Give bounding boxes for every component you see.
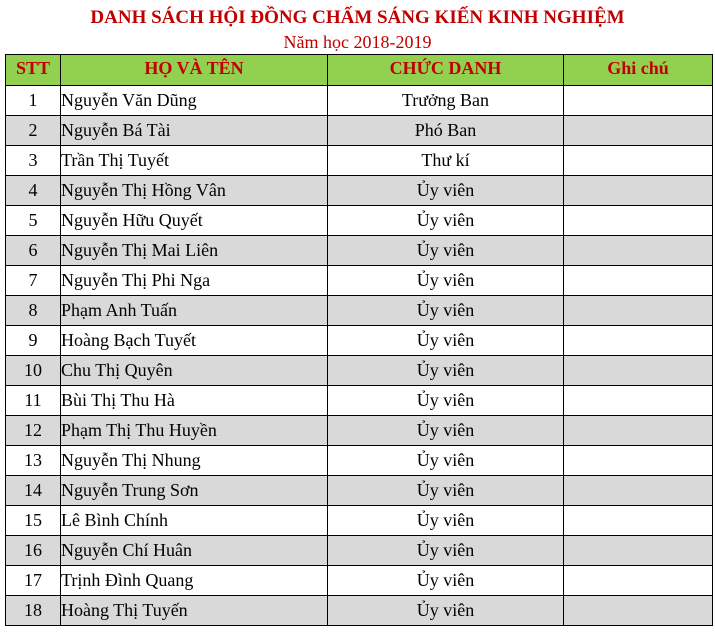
cell-name: Chu Thị Quyên	[61, 356, 328, 386]
cell-stt: 11	[6, 386, 61, 416]
cell-stt: 15	[6, 506, 61, 536]
cell-role: Ủy viên	[328, 446, 564, 476]
cell-note[interactable]	[564, 596, 713, 626]
cell-name: Trần Thị Tuyết	[61, 146, 328, 176]
cell-stt: 9	[6, 326, 61, 356]
cell-stt: 7	[6, 266, 61, 296]
cell-name: Nguyễn Thị Nhung	[61, 446, 328, 476]
cell-note[interactable]	[564, 266, 713, 296]
cell-role: Ủy viên	[328, 326, 564, 356]
cell-role: Ủy viên	[328, 596, 564, 626]
cell-role: Ủy viên	[328, 356, 564, 386]
cell-note[interactable]	[564, 296, 713, 326]
cell-stt: 3	[6, 146, 61, 176]
cell-role: Ủy viên	[328, 566, 564, 596]
cell-role: Phó Ban	[328, 116, 564, 146]
cell-name: Phạm Anh Tuấn	[61, 296, 328, 326]
cell-name: Nguyễn Chí Huân	[61, 536, 328, 566]
cell-stt: 10	[6, 356, 61, 386]
cell-role: Ủy viên	[328, 416, 564, 446]
text-cursor	[712, 91, 713, 111]
table-row	[6, 296, 713, 326]
table-row	[6, 476, 713, 506]
cell-stt: 4	[6, 176, 61, 206]
table-row	[6, 236, 713, 266]
cell-note[interactable]	[564, 236, 713, 266]
header-role: CHỨC DANH	[328, 55, 564, 86]
cell-name: Bùi Thị Thu Hà	[61, 386, 328, 416]
cell-note[interactable]	[564, 176, 713, 206]
cell-role: Ủy viên	[328, 476, 564, 506]
header-name: HỌ VÀ TÊN	[61, 55, 328, 86]
cell-name: Nguyễn Văn Dũng	[61, 86, 328, 116]
cell-stt: 8	[6, 296, 61, 326]
table-row	[6, 356, 713, 386]
cell-name: Nguyễn Thị Phi Nga	[61, 266, 328, 296]
table-row	[6, 446, 713, 476]
cell-stt: 6	[6, 236, 61, 266]
cell-role: Ủy viên	[328, 236, 564, 266]
cell-note[interactable]	[564, 356, 713, 386]
cell-note[interactable]	[564, 86, 713, 116]
table-row	[6, 506, 713, 536]
table-row	[6, 536, 713, 566]
cell-note[interactable]	[564, 206, 713, 236]
cell-stt: 13	[6, 446, 61, 476]
cell-note[interactable]	[564, 446, 713, 476]
cell-name: Nguyễn Bá Tài	[61, 116, 328, 146]
cell-stt: 17	[6, 566, 61, 596]
cell-name: Nguyễn Thị Hồng Vân	[61, 176, 328, 206]
cell-note[interactable]	[564, 386, 713, 416]
cell-name: Hoàng Thị Tuyến	[61, 596, 328, 626]
cell-role: Thư kí	[328, 146, 564, 176]
header-note: Ghi chú	[564, 55, 713, 86]
cell-role: Ủy viên	[328, 536, 564, 566]
cell-stt: 16	[6, 536, 61, 566]
cell-stt: 18	[6, 596, 61, 626]
cell-name: Hoàng Bạch Tuyết	[61, 326, 328, 356]
cell-note[interactable]	[564, 506, 713, 536]
cell-role: Ủy viên	[328, 266, 564, 296]
cell-name: Trịnh Đình Quang	[61, 566, 328, 596]
cell-stt: 12	[6, 416, 61, 446]
table-row	[6, 116, 713, 146]
document-title: DANH SÁCH HỘI ĐỒNG CHẤM SÁNG KIẾN KINH NGHIỆM	[90, 7, 625, 28]
table-row	[6, 596, 713, 626]
table-row	[6, 176, 713, 206]
cell-note[interactable]	[564, 326, 713, 356]
cell-stt: 5	[6, 206, 61, 236]
table-row	[6, 326, 713, 356]
header-stt: STT	[6, 55, 61, 86]
table-row	[6, 266, 713, 296]
cell-note[interactable]	[564, 416, 713, 446]
cell-stt: 1	[6, 86, 61, 116]
table-row	[6, 416, 713, 446]
cell-note[interactable]	[564, 146, 713, 176]
table-row	[6, 386, 713, 416]
cell-name: Nguyễn Thị Mai Liên	[61, 236, 328, 266]
cell-note[interactable]	[564, 566, 713, 596]
cell-note[interactable]	[564, 476, 713, 506]
cell-name: Nguyễn Hữu Quyết	[61, 206, 328, 236]
cell-role: Trưởng Ban	[328, 86, 564, 116]
cell-name: Phạm Thị Thu Huyền	[61, 416, 328, 446]
table-row	[6, 146, 713, 176]
cell-role: Ủy viên	[328, 296, 564, 326]
cell-stt: 2	[6, 116, 61, 146]
table-header-row	[6, 55, 713, 86]
cell-stt: 14	[6, 476, 61, 506]
cell-role: Ủy viên	[328, 506, 564, 536]
cell-role: Ủy viên	[328, 386, 564, 416]
council-table	[5, 54, 713, 626]
cell-name: Lê Bình Chính	[61, 506, 328, 536]
cell-name: Nguyễn Trung Sơn	[61, 476, 328, 506]
cell-role: Ủy viên	[328, 176, 564, 206]
table-row	[6, 566, 713, 596]
cell-note[interactable]	[564, 116, 713, 146]
document-subtitle: Năm học 2018-2019	[283, 32, 432, 52]
cell-role: Ủy viên	[328, 206, 564, 236]
table-row	[6, 86, 713, 116]
table-row	[6, 206, 713, 236]
cell-note[interactable]	[564, 536, 713, 566]
